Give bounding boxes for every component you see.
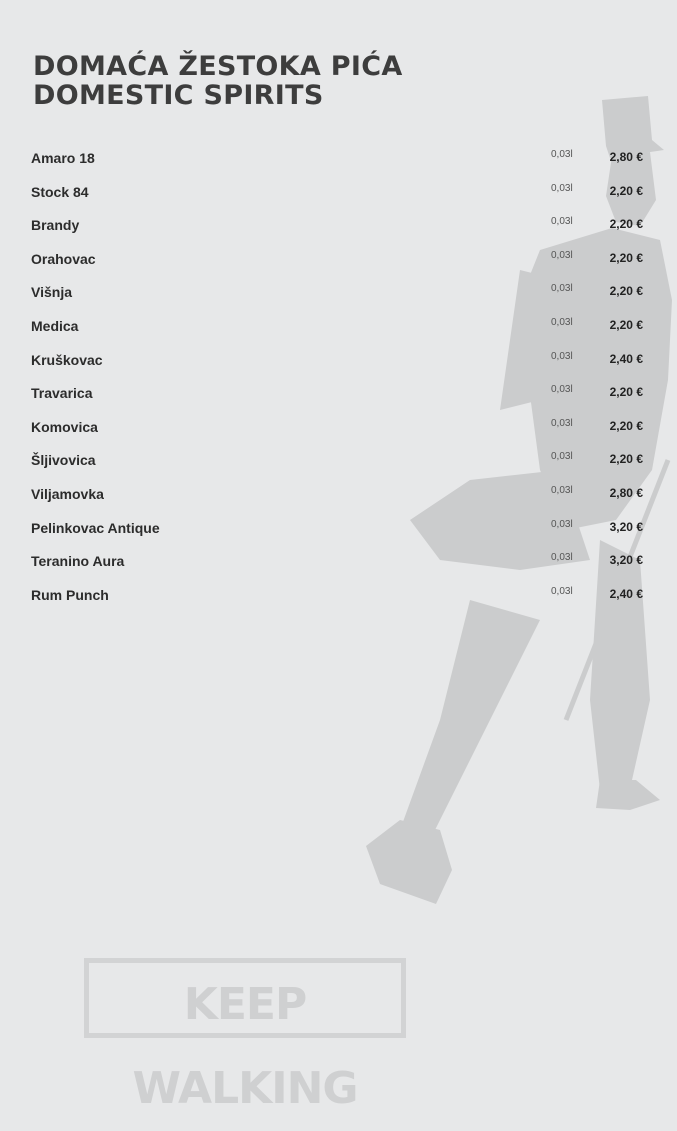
menu-item	[31, 448, 647, 482]
menu-item	[31, 583, 647, 617]
menu-item	[31, 314, 647, 348]
item-price: 2,80 €	[609, 485, 643, 500]
item-name: Orahovac	[31, 250, 96, 267]
menu-item	[31, 381, 647, 415]
item-price: 2,20 €	[609, 250, 643, 265]
item-price: 2,20 €	[609, 183, 643, 198]
menu-item	[31, 516, 647, 550]
item-name: Kruškovac	[31, 351, 103, 368]
item-volume: 0,03l	[551, 384, 573, 396]
item-price: 2,20 €	[609, 284, 643, 299]
item-volume: 0,03l	[551, 216, 573, 228]
item-name: Viljamovka	[31, 485, 104, 502]
item-name: Travarica	[31, 385, 93, 402]
item-name: Stock 84	[31, 183, 89, 200]
menu-item	[31, 415, 647, 449]
item-volume: 0,03l	[551, 316, 573, 328]
item-name: Rum Punch	[31, 586, 109, 603]
item-name: Brandy	[31, 217, 80, 234]
item-price: 3,20 €	[609, 519, 643, 534]
item-name: Medica	[31, 317, 79, 334]
item-volume: 0,03l	[551, 182, 573, 194]
title-line-local: DOMAĆA ŽESTOKA PIĆA	[33, 51, 403, 82]
item-price: 2,20 €	[609, 217, 643, 232]
menu-item	[31, 348, 647, 382]
item-price: 2,20 €	[609, 317, 643, 332]
item-price: 2,40 €	[609, 586, 643, 601]
item-name: Amaro 18	[31, 150, 95, 166]
menu-item	[31, 549, 647, 583]
menu-item	[31, 180, 647, 214]
menu-item	[31, 280, 647, 314]
item-price: 3,20 €	[609, 553, 643, 568]
item-volume: 0,03l	[551, 585, 573, 597]
item-volume: 0,03l	[551, 518, 573, 530]
item-volume: 0,03l	[551, 350, 573, 362]
item-volume: 0,03l	[551, 283, 573, 295]
item-price: 2,80 €	[609, 150, 643, 164]
title-line-english: DOMESTIC SPIRITS	[33, 80, 324, 111]
item-price: 2,20 €	[609, 418, 643, 433]
item-price: 2,40 €	[609, 351, 643, 366]
item-volume: 0,03l	[551, 484, 573, 496]
item-volume: 0,03l	[551, 249, 573, 261]
page-title	[33, 52, 403, 110]
item-name: Šljivovica	[31, 452, 96, 469]
item-name: Višnja	[31, 284, 72, 301]
item-volume: 0,03l	[551, 451, 573, 463]
item-name: Komovica	[31, 418, 98, 435]
item-name: Teranino Aura	[31, 553, 125, 570]
item-volume: 0,03l	[551, 417, 573, 429]
menu-item	[31, 482, 647, 516]
item-name: Pelinkovac Antique	[31, 519, 160, 536]
menu-item	[31, 213, 647, 247]
spirits-menu-list	[31, 146, 647, 616]
item-volume: 0,03l	[551, 552, 573, 564]
item-price: 2,20 €	[609, 385, 643, 400]
menu-item	[31, 146, 647, 180]
keep-walking-slogan: KEEP WALKING	[84, 958, 406, 1038]
menu-item	[31, 247, 647, 281]
item-price: 2,20 €	[609, 452, 643, 467]
item-volume: 0,03l	[551, 149, 573, 160]
